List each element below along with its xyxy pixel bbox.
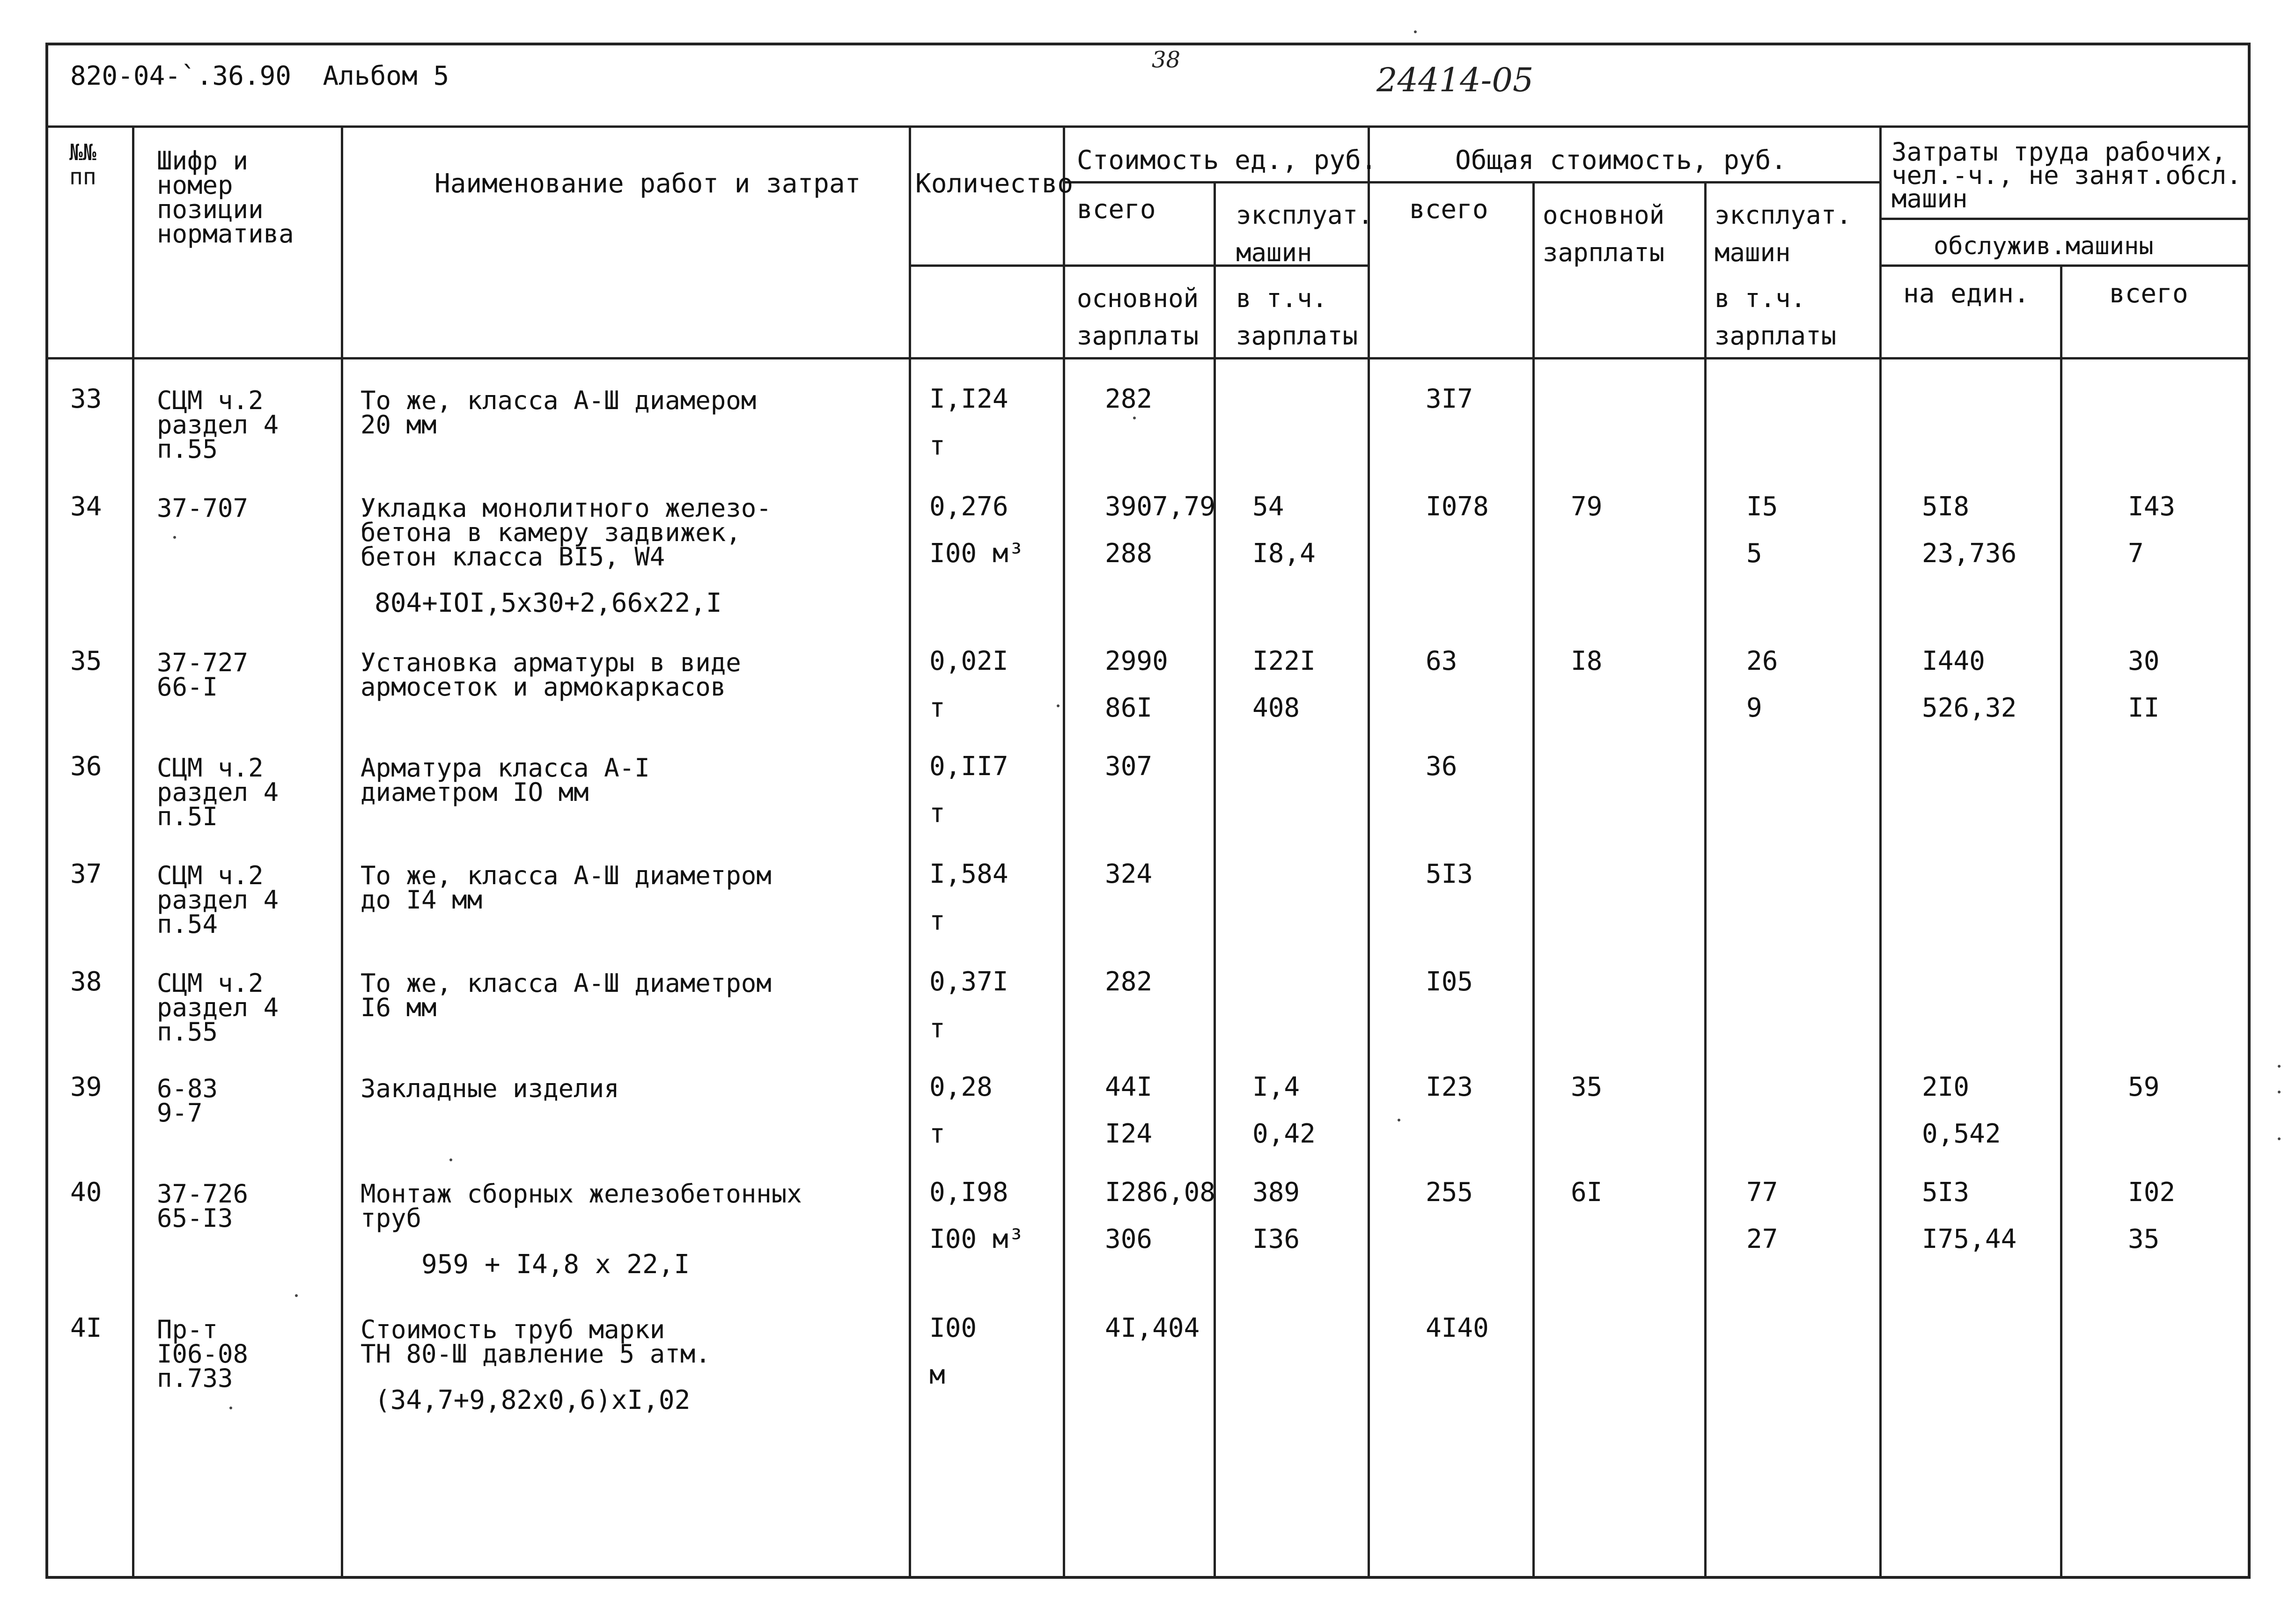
row-name: Закладные изделия: [361, 1074, 619, 1103]
row-unit: I00 м³: [929, 538, 1024, 569]
row-unit: т: [929, 798, 945, 828]
row-code: 37-727 66-I: [157, 648, 249, 702]
row-unit: м: [929, 1360, 945, 1390]
row-num: 35: [70, 646, 102, 676]
row-total-salary: 35: [1571, 1072, 1603, 1102]
scan-speck: [1414, 30, 1417, 33]
head-total-mach-salary: в т.ч. зарплаты: [1715, 284, 1837, 351]
row-unit: т: [929, 431, 945, 461]
head-total-cost: Общая стоимость, руб.: [1455, 145, 1787, 176]
row-num: 38: [70, 967, 102, 997]
row-qty: 0,I98: [929, 1177, 1008, 1208]
row-total-salary: I8: [1571, 646, 1603, 676]
head-total-mach: эксплуат. машин: [1715, 200, 1852, 267]
row-unit: т: [929, 1119, 945, 1149]
scan-speck: [1398, 1119, 1400, 1121]
row-code: СЦМ ч.2 раздел 4 п.5I: [157, 753, 279, 831]
head-labor-sub: обслужив.машины: [1934, 232, 2154, 260]
row-total-salary: 79: [1571, 491, 1603, 522]
row-total-cost: 255: [1426, 1177, 1473, 1208]
scan-speck: [1057, 704, 1060, 707]
row-unit-cost-total: 44I: [1105, 1072, 1153, 1102]
table-head-bottom: [45, 357, 2251, 359]
row-code: СЦМ ч.2 раздел 4 п.55: [157, 386, 279, 464]
row-labor-unit-mach: 23,736: [1922, 538, 2017, 569]
row-code: СЦМ ч.2 раздел 4 п.54: [157, 861, 279, 939]
row-labor-unit: 5I3: [1922, 1177, 1970, 1208]
col-line-6: [1368, 125, 1370, 1579]
row-num: 34: [70, 491, 102, 522]
row-total-cost: 63: [1426, 646, 1457, 676]
row-unit-cost-mach: 54: [1252, 491, 1284, 522]
head-labor-unit: на един.: [1903, 278, 2030, 309]
scan-speck: [449, 1158, 452, 1161]
row-qty: 0,276: [929, 491, 1008, 522]
head-unit-total: всего: [1077, 194, 1156, 225]
row-name: То же, класса А-Ш диаметром до I4 мм: [361, 861, 772, 915]
col-line-10: [2060, 264, 2062, 1579]
row-code: 37-726 65-I3: [157, 1179, 249, 1233]
row-name: То же, класса А-Ш диаметром I6 мм: [361, 968, 772, 1022]
col-line-2: [341, 125, 343, 1579]
head-unit-mach: эксплуат. машин: [1236, 200, 1373, 267]
row-num: 36: [70, 751, 102, 782]
col-line-3: [909, 125, 911, 1579]
row-unit-cost-total: 3907,79: [1105, 491, 1216, 522]
page-number: 38: [1152, 47, 1181, 73]
row-unit: т: [929, 906, 945, 936]
row-labor-unit: I440: [1922, 646, 1985, 676]
row-unit-cost-total: 282: [1105, 384, 1153, 414]
scan-speck: [2278, 1065, 2281, 1068]
col-line-4: [1063, 125, 1065, 1579]
row-total-cost: 36: [1426, 751, 1457, 782]
row-labor-total: I43: [2128, 491, 2176, 522]
head-name: Наименование работ и затрат: [434, 169, 861, 199]
head-num: №№ пп: [69, 139, 96, 190]
head-line-labor-a: [1879, 218, 2251, 220]
row-labor-unit: 5I8: [1922, 491, 1970, 522]
col-line-8: [1704, 181, 1707, 1579]
row-formula: 804+IOI,5x30+2,66x22,I: [375, 588, 722, 618]
row-total-cost: I078: [1426, 491, 1489, 522]
row-qty: 0,II7: [929, 751, 1008, 782]
row-name: Установка арматуры в виде армосеток и армокаркасов: [361, 648, 741, 702]
head-line-labor-b: [1879, 264, 2251, 267]
row-num: 33: [70, 384, 102, 414]
head-unit-cost: Стоимость ед., руб.: [1077, 145, 1377, 176]
row-total-salary: 6I: [1571, 1177, 1603, 1208]
row-code: 6-83 9-7: [157, 1074, 218, 1128]
handwritten-code: 24414-05: [1376, 61, 1534, 99]
row-total-mach-salary: 5: [1746, 538, 1762, 569]
col-line-7: [1532, 181, 1535, 1579]
row-unit-cost-salary: I24: [1105, 1119, 1153, 1149]
row-qty: I,I24: [929, 384, 1008, 414]
row-qty: 0,28: [929, 1072, 993, 1102]
head-labor: Затраты труда рабочих, чел.-ч., не занят.обсл. машин: [1891, 137, 2242, 213]
col-line-9: [1879, 125, 1882, 1579]
row-formula: 959 + I4,8 x 22,I: [421, 1249, 690, 1280]
row-qty: I00: [929, 1313, 977, 1343]
row-labor-unit-mach: 526,32: [1922, 693, 2017, 723]
row-labor-unit: 2I0: [1922, 1072, 1970, 1102]
col-line-1: [132, 125, 134, 1579]
row-unit-cost-mach: I22I: [1252, 646, 1316, 676]
scan-speck: [173, 536, 176, 539]
head-unit-salary: основной зарплаты: [1077, 284, 1199, 351]
row-num: 37: [70, 859, 102, 889]
row-name: Монтаж сборных железобетонных труб: [361, 1179, 802, 1233]
row-unit-cost-mach-salary: I36: [1252, 1224, 1300, 1254]
row-unit-cost-mach: 389: [1252, 1177, 1300, 1208]
row-unit: т: [929, 693, 945, 723]
head-qty: Количество: [915, 169, 1074, 199]
head-line-costs: [1063, 181, 1879, 183]
row-total-cost: 4I40: [1426, 1313, 1489, 1343]
row-total-mach-salary: 27: [1746, 1224, 1778, 1254]
row-unit-cost-total: 2990: [1105, 646, 1168, 676]
row-total-mach: I5: [1746, 491, 1778, 522]
row-unit-cost-total: 282: [1105, 967, 1153, 997]
row-unit: I00 м³: [929, 1224, 1024, 1254]
row-labor-total: I02: [2128, 1177, 2176, 1208]
row-unit-cost-salary: 288: [1105, 538, 1153, 569]
scan-speck: [295, 1294, 298, 1297]
row-total-cost: I23: [1426, 1072, 1473, 1102]
row-unit-cost-salary: 306: [1105, 1224, 1153, 1254]
row-labor-total-mach: 7: [2128, 538, 2144, 569]
row-unit-cost-mach-salary: 408: [1252, 693, 1300, 723]
row-total-cost: 5I3: [1426, 859, 1473, 889]
row-qty: 0,37I: [929, 967, 1008, 997]
scan-speck: [2278, 1091, 2281, 1093]
row-unit-cost-salary: 86I: [1105, 693, 1153, 723]
col-line-5: [1214, 181, 1216, 1579]
row-formula: (34,7+9,82x0,6)xI,02: [375, 1385, 691, 1415]
row-total-cost: I05: [1426, 967, 1473, 997]
row-qty: 0,02I: [929, 646, 1008, 676]
row-unit-cost-mach-salary: I8,4: [1252, 538, 1316, 569]
scan-speck: [2278, 1137, 2281, 1140]
row-unit-cost-total: 307: [1105, 751, 1153, 782]
row-total-mach: 26: [1746, 646, 1778, 676]
row-code: 37-707: [157, 493, 249, 523]
row-total-cost: 3I7: [1426, 384, 1473, 414]
row-qty: I,584: [929, 859, 1008, 889]
row-total-mach-salary: 9: [1746, 693, 1762, 723]
row-code: СЦМ ч.2 раздел 4 п.55: [157, 968, 279, 1047]
row-labor-total: 59: [2128, 1072, 2160, 1102]
row-num: 4I: [70, 1313, 102, 1343]
row-unit-cost-total: 324: [1105, 859, 1153, 889]
row-unit-cost-total: I286,08: [1105, 1177, 1216, 1208]
row-name: То же, класса А-Ш диамером 20 мм: [361, 386, 757, 440]
row-code: Пр-т I06-08 п.733: [157, 1315, 249, 1393]
row-name: Арматура класса А-I диаметром IO мм: [361, 753, 650, 807]
row-labor-unit-mach: I75,44: [1922, 1224, 2017, 1254]
row-num: 40: [70, 1177, 102, 1208]
row-labor-total-mach: II: [2128, 693, 2160, 723]
head-code: Шифр и номер позиции норматива: [157, 146, 294, 249]
row-name: Укладка монолитного железо- бетона в камеру задвижек, бетон класса BI5, W4: [361, 493, 772, 572]
row-name: Стоимость труб марки ТН 80-Ш давление 5 атм.: [361, 1315, 711, 1369]
head-unit-mach-salary: в т.ч. зарплаты: [1236, 284, 1358, 351]
row-labor-total: 30: [2128, 646, 2160, 676]
row-unit-cost-mach-salary: 0,42: [1252, 1119, 1316, 1149]
scan-speck: [229, 1407, 232, 1409]
scan-speck: [1133, 417, 1136, 419]
document-code: 820-04-`.36.90 Альбом 5: [70, 61, 449, 91]
row-num: 39: [70, 1072, 102, 1102]
head-labor-total: всего: [2109, 278, 2188, 309]
row-labor-unit-mach: 0,542: [1922, 1119, 2001, 1149]
row-unit-cost-mach: I,4: [1252, 1072, 1300, 1102]
row-unit-cost-total: 4I,404: [1105, 1313, 1200, 1343]
row-unit: т: [929, 1013, 945, 1044]
row-labor-total-mach: 35: [2128, 1224, 2160, 1254]
head-total-total: всего: [1409, 194, 1488, 225]
header-divider: [45, 125, 2251, 128]
head-total-salary: основной зарплаты: [1543, 200, 1665, 267]
row-total-mach: 77: [1746, 1177, 1778, 1208]
